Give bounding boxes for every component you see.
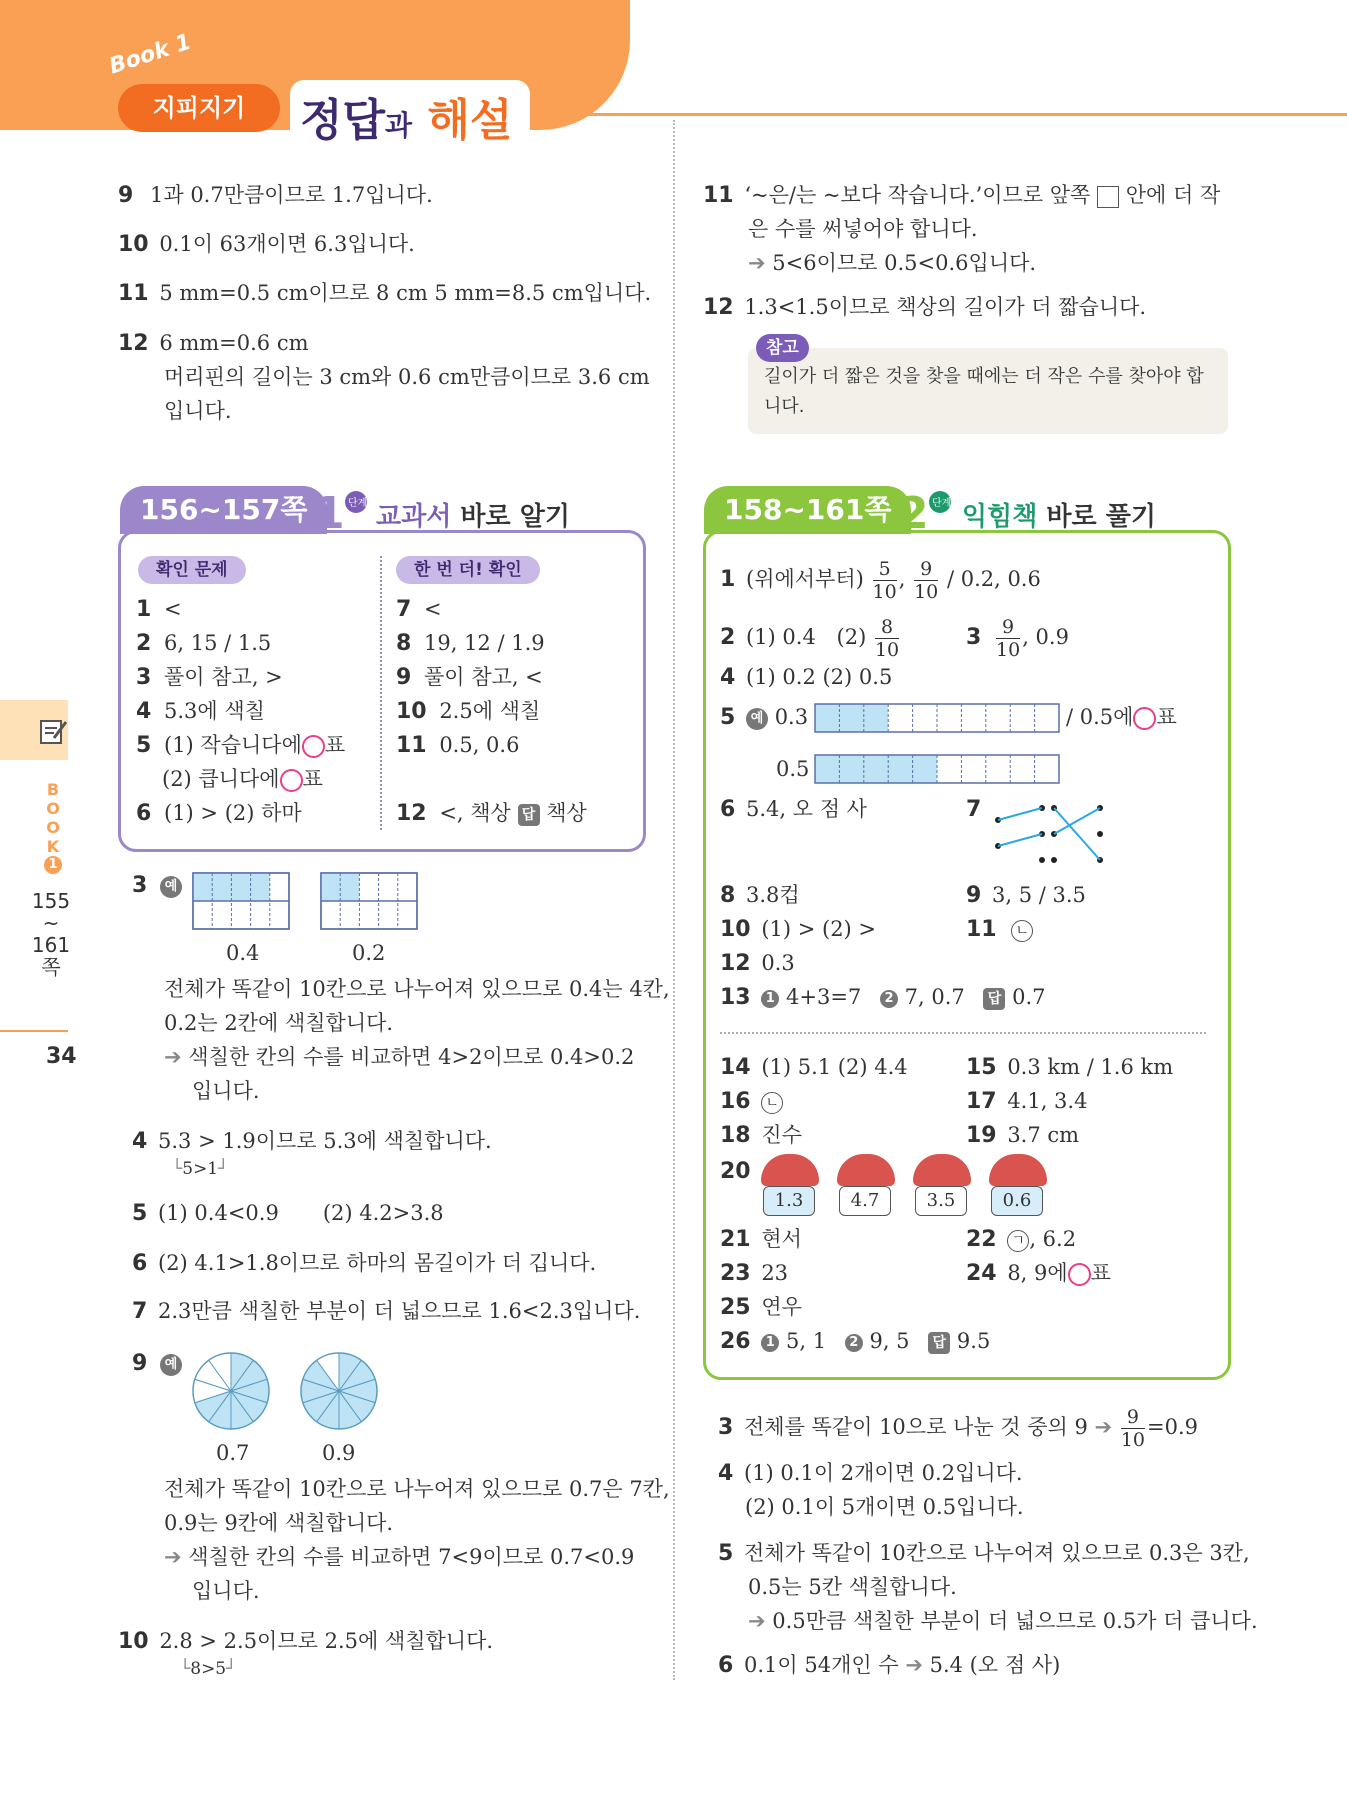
s2-q13: 13 1 4+3=7 2 7, 0.7 답 0.7 — [720, 985, 1046, 1010]
lx-q3-c: ➔ 색칠한 칸의 수를 비교하면 4>2이므로 0.4>0.2 — [164, 1045, 635, 1069]
rx-q4-b: (2) 0.1이 5개이면 0.5입니다. — [745, 1495, 1024, 1519]
s2-q5-answer: / 0.5에 표 — [1066, 705, 1177, 729]
mushroom-1: 1.3 — [760, 1154, 820, 1224]
lx-q9-d: 입니다. — [192, 1579, 260, 1603]
s2-q5-label: 0.5 — [776, 757, 810, 781]
mushroom-cap — [837, 1154, 895, 1186]
matching-diagram — [990, 800, 1110, 875]
mushroom-cap — [761, 1154, 819, 1186]
page-title: 정답과 해설 — [300, 95, 513, 146]
lx-q9-b: 0.9는 9칸에 색칠합니다. — [164, 1511, 394, 1535]
sidebar-book: B O O K 1 — [44, 780, 62, 874]
s1-l6: 6 (1) > (2) 하마 — [136, 801, 302, 826]
column-divider — [673, 120, 675, 1680]
mushroom-cap — [913, 1154, 971, 1186]
s1-l5b: (2) 큽니다에 표 — [162, 767, 323, 791]
left-q10: 10 0.1이 63개이면 6.3입니다. — [118, 232, 415, 257]
s2-q8: 8 3.8컵 — [720, 883, 800, 908]
left-q9: 9 1과 0.7만큼이므로 1.7입니다. — [118, 183, 433, 208]
bar-0-3 — [814, 703, 1060, 738]
lx-q4: 4 5.3 > 1.9이므로 5.3에 색칠합니다. — [132, 1129, 492, 1154]
rx-q6: 6 0.1이 54개인 수 ➔ 5.4 (오 점 사) — [718, 1653, 1061, 1678]
arrow-icon: ➔ — [748, 1609, 766, 1633]
s2-q1: 1 (위에서부터) $\frac{5}{10}$ , $\frac{9}{10}$ / 0.2, 0.6 — [720, 558, 1041, 603]
book-label: Book 1 — [106, 29, 195, 80]
arrow-icon: ➔ — [164, 1545, 182, 1569]
lx-q9-label2: 0.9 — [322, 1441, 356, 1465]
s1-l4: 4 5.3에 색칠 — [136, 699, 265, 724]
s2-q2: 2 (1) 0.4 (2) $\frac{8}{10}$ — [720, 616, 900, 661]
arrow-icon: ➔ — [748, 251, 766, 275]
s2-q5: 5 예 0.3 — [720, 705, 809, 730]
blank-box — [1097, 186, 1119, 208]
s1-r9: 9 풀이 참고, < — [396, 665, 543, 690]
s2-q21: 21 현서 — [720, 1227, 802, 1252]
s1-r11: 11 0.5, 0.6 — [396, 733, 520, 758]
s1-l5: 5 (1) 작습니다에 표 — [136, 733, 346, 758]
lx-q7: 7 2.3만큼 색칠한 부분이 더 넓으므로 1.6<2.3입니다. — [132, 1299, 641, 1324]
right-q11-line3: ➔ 5<6이므로 0.5<0.6입니다. — [748, 251, 1037, 275]
right-q11-line2: 은 수를 써넣어야 합니다. — [748, 217, 978, 241]
s1-r10: 10 2.5에 색칠 — [396, 699, 541, 724]
lx-q9-c: ➔ 색칠한 칸의 수를 비교하면 7<9이므로 0.7<0.9 — [164, 1545, 635, 1569]
rx-q5-b: 0.5는 5칸 색칠합니다. — [748, 1575, 957, 1599]
grid-0-4 — [192, 872, 290, 935]
s1-r12: 12 <, 책상 답 책상 — [396, 801, 587, 826]
lx-q3-label2: 0.2 — [352, 941, 386, 965]
right-q12: 12 1.3<1.5이므로 책상의 길이가 더 짧습니다. — [703, 295, 1147, 320]
lx-q9-label1: 0.7 — [216, 1441, 250, 1465]
badge-jipijigi: 지피지기 — [118, 84, 280, 132]
s2-q11: 11 ㄴ — [966, 914, 1033, 945]
section2-label: 158~161쪽 — [704, 486, 911, 534]
svg-text:1: 1 — [314, 488, 345, 532]
svg-text:2: 2 — [898, 488, 929, 532]
mushroom-4: 0.6 — [988, 1154, 1048, 1224]
s2-q4: 4 (1) 0.2 (2) 0.5 — [720, 665, 893, 690]
s2-q19: 19 3.7 cm — [966, 1123, 1080, 1148]
s2-q18: 18 진수 — [720, 1123, 802, 1148]
arrow-icon: ➔ — [1094, 1415, 1113, 1439]
mushroom-cap — [989, 1154, 1047, 1186]
lx-q6: 6 (2) 4.1>1.8이므로 하마의 몸길이가 더 깁니다. — [132, 1251, 597, 1276]
circle-mark — [1068, 1263, 1091, 1286]
s1-r7: 7 < — [396, 597, 442, 622]
s1-l1: 1 < — [136, 597, 182, 622]
lx-q10: 10 2.8 > 2.5이므로 2.5에 색칠합니다. — [118, 1629, 494, 1654]
rx-q4: 4 (1) 0.1이 2개이면 0.2입니다. — [718, 1461, 1023, 1486]
s2-q20: 20 — [720, 1159, 751, 1184]
s2-q3: 3 $\frac{9}{10}$ , 0.9 — [966, 616, 1069, 661]
s1-r8: 8 19, 12 / 1.9 — [396, 631, 545, 656]
circle-mark — [1133, 707, 1156, 730]
note-line2: 니다. — [764, 396, 805, 417]
note-line1: 길이가 더 짧은 것을 찾을 때에는 더 작은 수를 찾아야 합 — [764, 366, 1204, 387]
tag-check: 확인 문제 — [138, 556, 246, 584]
s2-q7: 7 — [966, 797, 982, 822]
circle-mark — [280, 769, 303, 792]
note-tag: 참고 — [756, 334, 809, 362]
mushroom-2: 4.7 — [836, 1154, 896, 1224]
left-q12-line2: 머리핀의 길이는 3 cm와 0.6 cm만큼이므로 3.6 cm — [164, 365, 650, 389]
section1-label: 156~157쪽 — [120, 486, 327, 534]
left-q12: 12 6 mm=0.6 cm — [118, 331, 309, 356]
section1-title: 교과서 바로 알기 — [376, 502, 570, 532]
lx-q5: 5 (1) 0.4<0.9 (2) 4.2>3.8 — [132, 1201, 444, 1226]
s2-q25: 25 연우 — [720, 1295, 802, 1320]
answer-icon: 답 — [518, 804, 540, 826]
s2-q26: 26 1 5, 1 2 9, 5 답 9.5 — [720, 1329, 991, 1354]
s1-l3: 3 풀이 참고, > — [136, 665, 283, 690]
section2-title: 익힘책 바로 풀기 — [962, 502, 1156, 532]
lx-q9-a: 전체가 똑같이 10칸으로 나누어져 있으므로 0.7은 7칸, — [164, 1477, 670, 1501]
grid-0-2 — [320, 872, 418, 935]
lx-q3: 3 예 — [132, 870, 182, 901]
rx-q5: 5 전체가 똑같이 10칸으로 나누어져 있으므로 0.3은 3칸, — [718, 1541, 1250, 1566]
lx-q9: 9 예 — [132, 1348, 182, 1379]
mushroom-3: 3.5 — [912, 1154, 972, 1224]
lx-q3-d: 입니다. — [192, 1079, 260, 1103]
lx-q3-label1: 0.4 — [226, 941, 260, 965]
s2-q24: 24 8, 9에 표 — [966, 1261, 1111, 1286]
memo-icon — [38, 716, 68, 751]
lx-q4-sub: └5>1┘ — [172, 1159, 229, 1179]
s2-q10: 10 (1) > (2) > — [720, 917, 877, 942]
left-q12-line3: 입니다. — [164, 399, 232, 423]
sidebar-rule — [0, 1030, 68, 1032]
s2-q15: 15 0.3 km / 1.6 km — [966, 1055, 1174, 1080]
right-q11: 11 ‘~은/는 ~보다 작습니다.’이므로 앞쪽 안에 더 작 — [703, 183, 1221, 208]
bar-0-5 — [814, 754, 1060, 789]
rx-q3: 3 전체를 똑같이 10으로 나눈 것 중의 9 ➔ $\frac{9}{10}$ =0.9 — [718, 1406, 1199, 1451]
step1-label: 단계 — [348, 498, 368, 509]
rx-q5-c: ➔ 0.5만큼 색칠한 부분이 더 넓으므로 0.5가 더 큽니다. — [748, 1609, 1258, 1633]
s2-q6: 6 5.4, 오 점 사 — [720, 797, 867, 822]
sidebar-range: 155 ~ 161 쪽 — [31, 889, 71, 979]
pie-0-9 — [298, 1350, 380, 1437]
page-number: 34 — [46, 1044, 77, 1069]
lx-q3-a: 전체가 똑같이 10칸으로 나누어져 있으므로 0.4는 4칸, — [164, 977, 670, 1001]
pie-0-7 — [190, 1350, 272, 1437]
circle-mark — [302, 735, 325, 758]
s2-q12: 12 0.3 — [720, 951, 795, 976]
s2-q14: 14 (1) 5.1 (2) 4.4 — [720, 1055, 908, 1080]
lx-q3-b: 0.2는 2칸에 색칠합니다. — [164, 1011, 394, 1035]
s2-q9: 9 3, 5 / 3.5 — [966, 883, 1086, 908]
arrow-icon: ➔ — [905, 1653, 923, 1677]
s2-q16: 16 ㄴ — [720, 1086, 783, 1117]
tag-once-more: 한 번 더! 확인 — [396, 556, 540, 584]
s2-q23: 23 23 — [720, 1261, 789, 1286]
arrow-icon: ➔ — [164, 1045, 182, 1069]
lx-q10-sub: └8>5┘ — [180, 1659, 237, 1679]
s1-l2: 2 6, 15 / 1.5 — [136, 631, 272, 656]
step2-label: 단계 — [932, 498, 952, 509]
left-q11: 11 5 mm=0.5 cm이므로 8 cm 5 mm=8.5 cm입니다. — [118, 281, 652, 306]
section2-inner-divider — [720, 1032, 1206, 1034]
s2-q22: 22 ㄱ , 6.2 — [966, 1227, 1077, 1252]
s2-q17: 17 4.1, 3.4 — [966, 1089, 1088, 1114]
section1-inner-divider — [380, 556, 382, 830]
